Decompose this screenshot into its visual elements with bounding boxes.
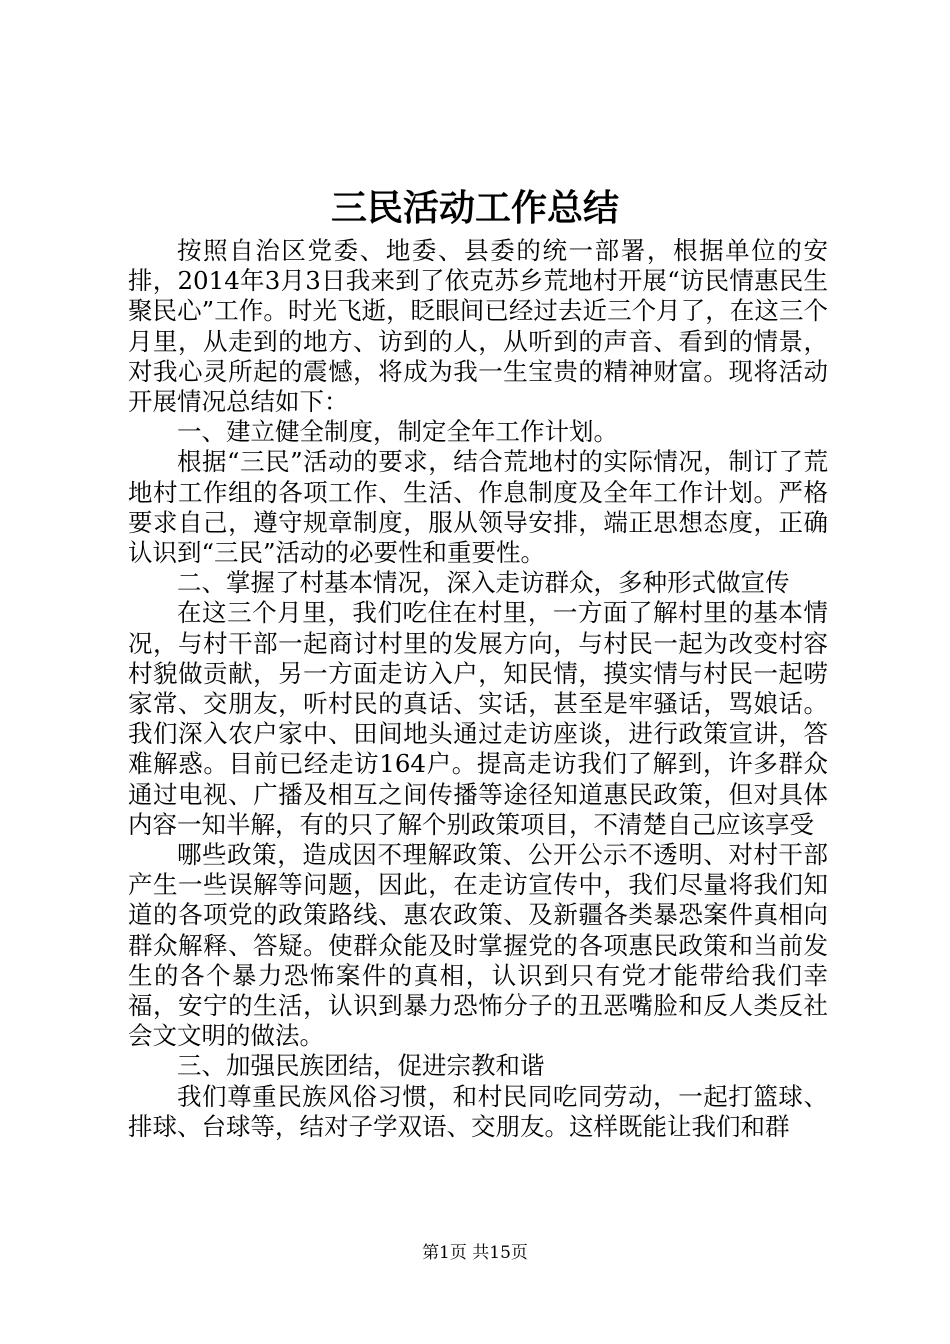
page-total: 共15页 [472, 1243, 528, 1263]
section-1-paragraph: 根据“三民”活动的要求，结合荒地村的实际情况，制订了荒地村工作组的各项工作、生活、作息制度及全年工作计划。严格要求自己，遵守规章制度，服从领导安排，端正思想态度，正确认识到“三民”活动的必要性和重要性。 [128, 447, 828, 568]
section-heading-1: 一、建立健全制度，制定全年工作计划。 [177, 417, 618, 447]
document-body [128, 236, 828, 1142]
section-2-paragraph-1: 在这三个月里，我们吃住在村里，一方面了解村里的基本情况，与村干部一起商讨村里的发展方向，与村民一起为改变村容村貌做贡献，另一方面走访入户，知民情，摸实情与村民一起唠家常、交朋友，听村民的真话、实话，甚至是牢骚话，骂娘话。我们深入农户家中、田间地头通过走访座谈，进行政策宣讲，答难解惑。目前已经走访164户。提高走访我们了解到，许多群众通过电视、广播及相互之间传播等途径知道惠民政策，但对具体内容一知半解，有的只了解个别政策项目，不清楚自己应该享受 [128, 598, 828, 839]
intro-paragraph: 按照自治区党委、地委、县委的统一部署，根据单位的安排，2014年3月3日我来到了依克苏乡荒地村开展“访民情惠民生聚民心”工作。时光飞逝，眨眼间已经过去近三个月了，在这三个月里，从走到的地方、访到的人，从听到的声音、看到的情景，对我心灵所起的震憾，将成为我一生宝贵的精神财富。现将活动开展情况总结如下： [128, 236, 828, 417]
document-title: 三民活动工作总结 [330, 187, 619, 229]
section-heading-2: 二、掌握了村基本情况，深入走访群众，多种形式做宣传 [177, 568, 790, 598]
page-footer [0, 1242, 950, 1264]
section-3-paragraph: 我们尊重民族风俗习惯，和村民同吃同劳动，一起打篮球、排球、台球等，结对子学双语、交朋友。这样既能让我们和群 [128, 1081, 828, 1141]
page-number: 第1页 [422, 1243, 467, 1263]
section-heading-3: 三、加强民族团结，促进宗教和谐 [177, 1051, 545, 1081]
section-2-paragraph-2: 哪些政策，造成因不理解政策、公开公示不透明、对村干部产生一些误解等问题，因此，在走访宣传中，我们尽量将我们知道的各项党的政策路线、惠农政策、及新疆各类暴恐案件真相向群众解释、答疑。使群众能及时掌握党的各项惠民政策和当前发生的各个暴力恐怖案件的真相，认识到只有党才能带给我们幸福，安宁的生活，认识到暴力恐怖分子的丑恶嘴脸和反人类反社会文文明的做法。 [128, 840, 828, 1051]
